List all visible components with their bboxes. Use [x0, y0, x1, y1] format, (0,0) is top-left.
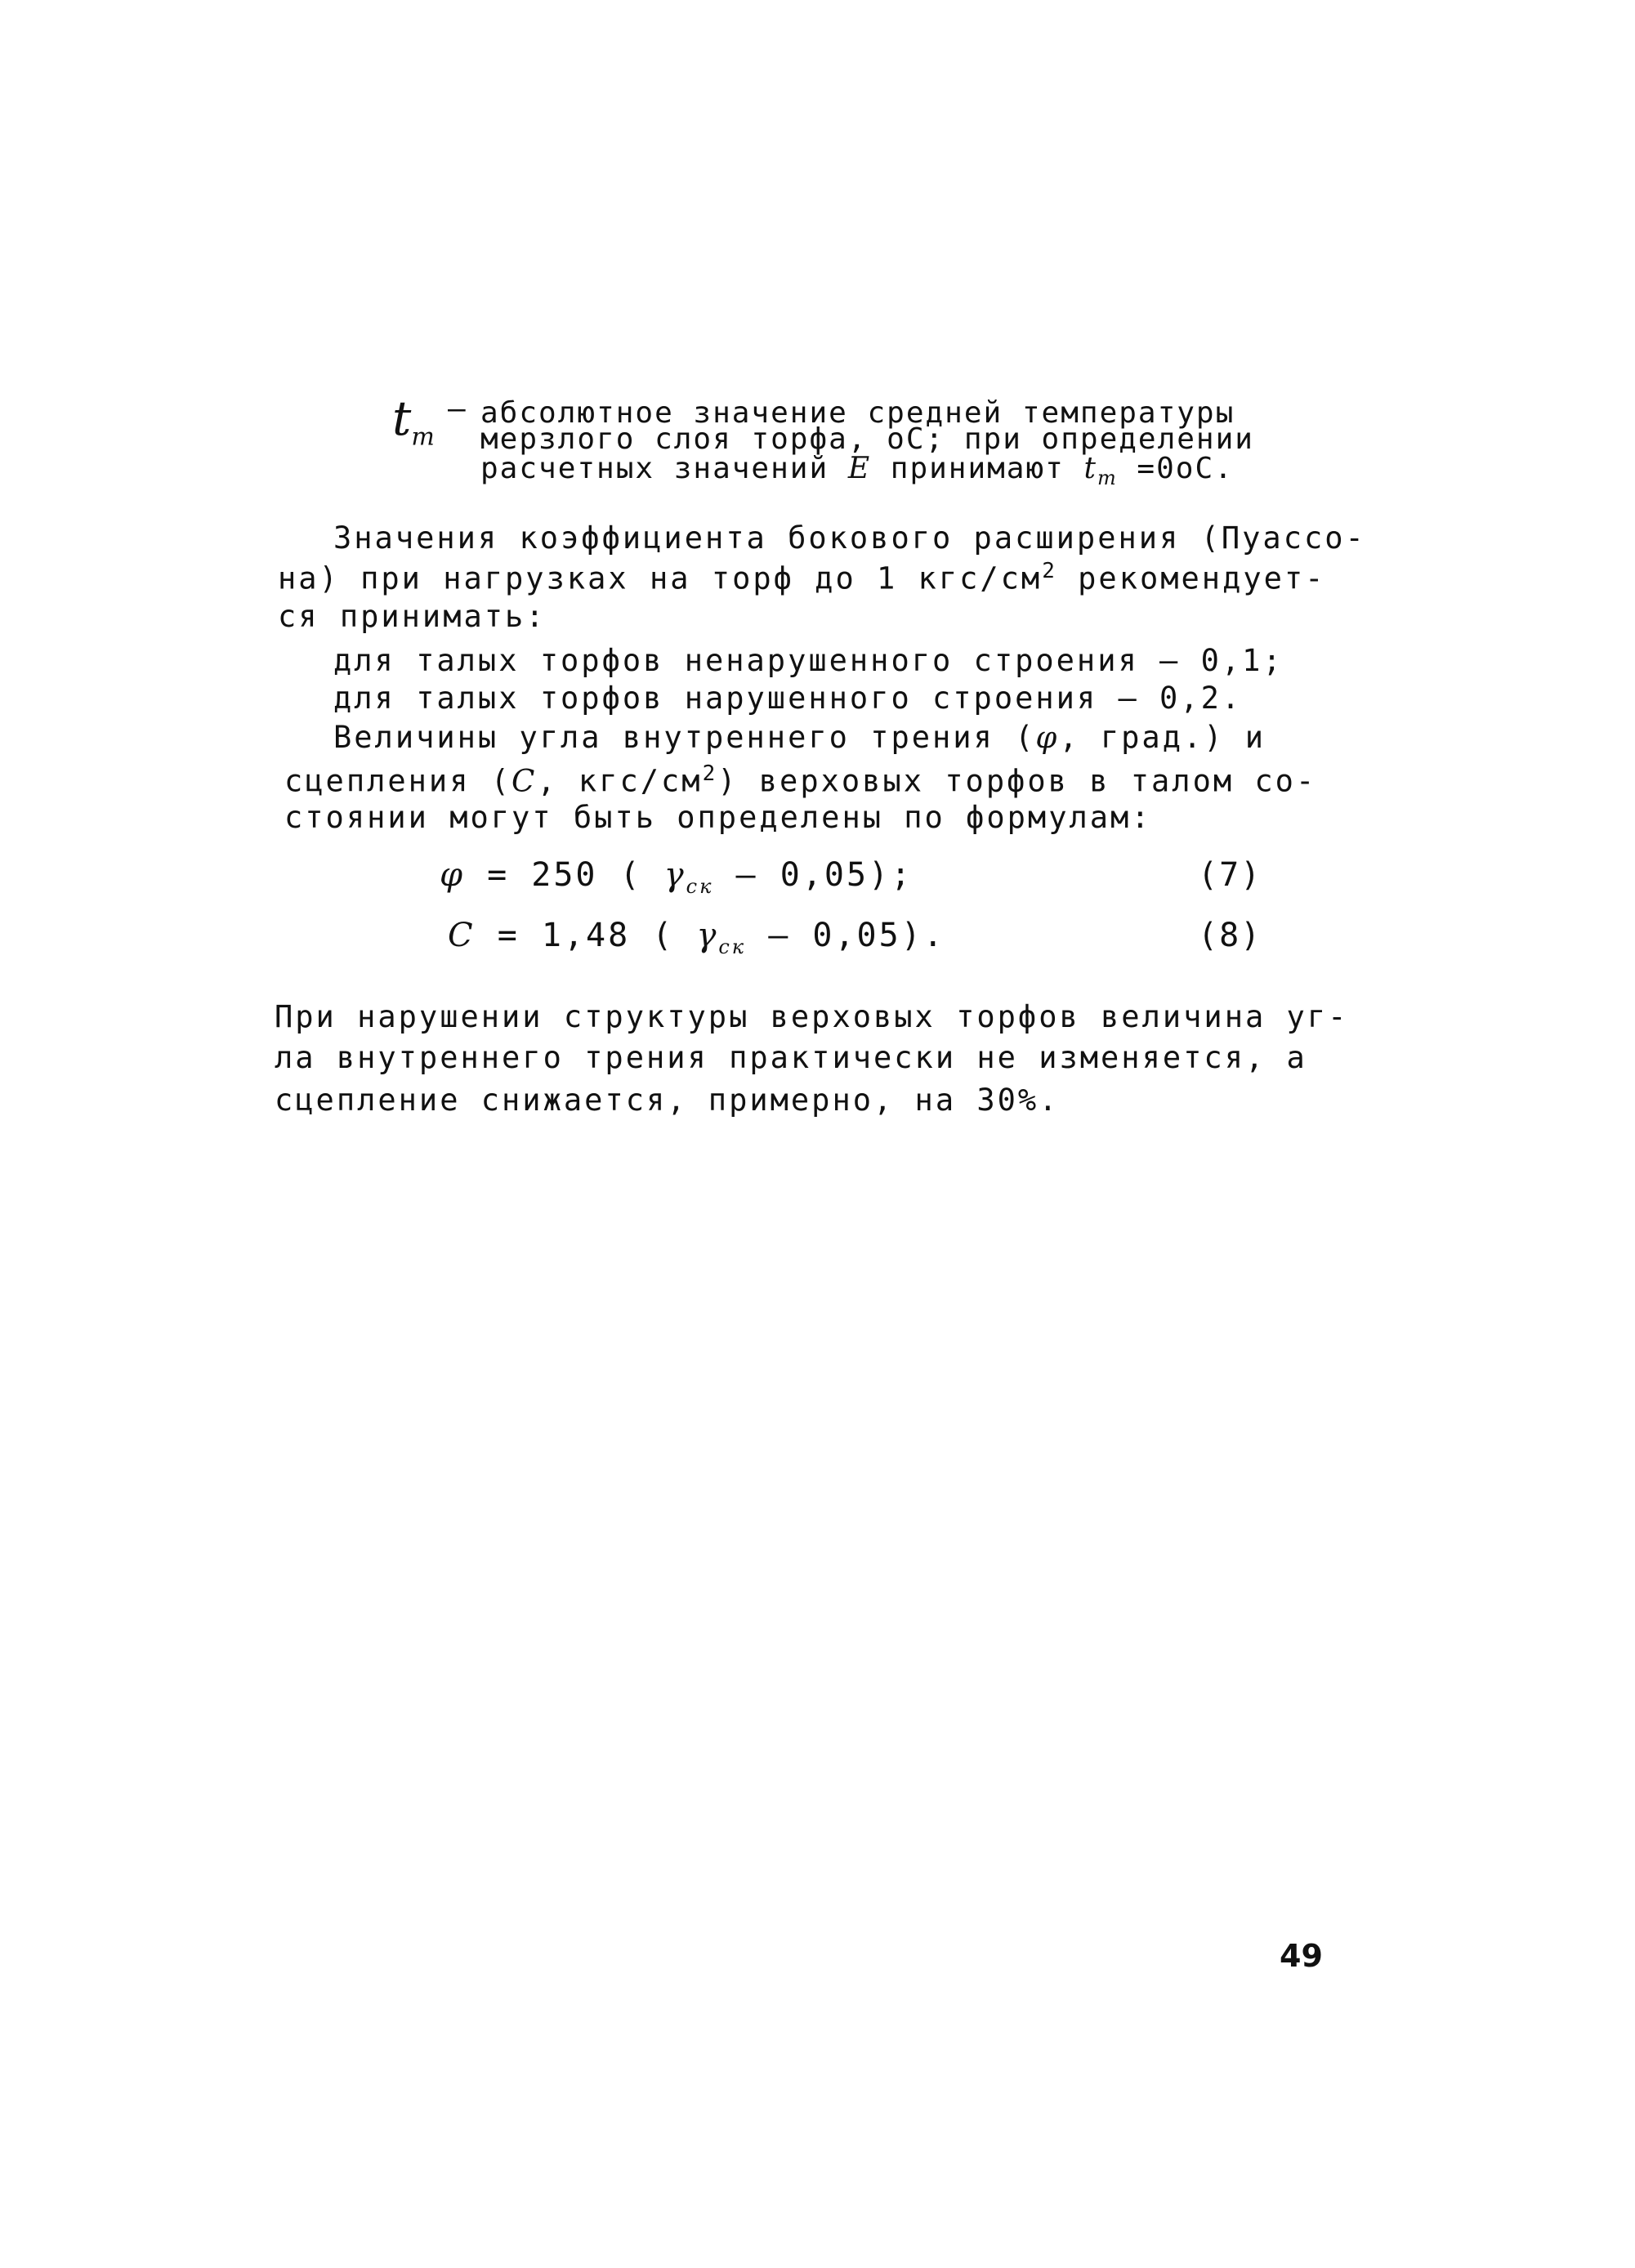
list-item-1: для талых торфов ненарушенного строения – 0,1; [333, 643, 1284, 678]
paragraph-2-line-1: Величины угла внутреннего трения (φ, град.) и [333, 720, 1266, 755]
paragraph-3-line-3: сцепление снижается, примерно, на 30%. [275, 1083, 1060, 1118]
definition-line-3: расчетных значений E принимают $t_т =0оС$. [480, 452, 1234, 490]
paragraph-3-line-2: ла внутреннего трения практически не изменяется, а [275, 1040, 1307, 1075]
paragraph-1-line-1: Значения коэффициента бокового расширения (Пуассо- [333, 520, 1366, 556]
paragraph-2-line-3: стоянии могут быть определены по формулам: [284, 800, 1152, 835]
paragraph-1-line-2: на) при нагрузках на торф до 1 кгс/$см^2$ рекомендует- [278, 559, 1326, 596]
formula-8: C = 1,48 ( $\gamma_{ск} - 0,05$). [448, 917, 945, 958]
definition-line-1: абсолютное значение средней температуры [480, 396, 1235, 430]
paragraph-1-line-3: ся принимать: [278, 599, 547, 634]
definition-dash: – [448, 392, 466, 426]
equation-number-7: (7) [1198, 856, 1262, 894]
page-number: 49 [1280, 1938, 1323, 1974]
paragraph-2-line-2: сцепления (C, кгс/$см^2$) верховых торфов в талом со- [284, 761, 1317, 799]
list-item-2: для талых торфов нарушенного строения – 0,2. [333, 681, 1243, 716]
definition-line-2: мерзлого слоя торфа, оС; при определении [480, 422, 1254, 456]
formula-7: φ = 250 ( $\gamma_{ск} - 0,05$); [440, 856, 914, 898]
paragraph-3-line-1: При нарушении структуры верховых торфов величина уг- [275, 999, 1349, 1034]
definition-symbol: $t_т$ [392, 391, 435, 452]
equation-number-8: (8) [1198, 917, 1262, 954]
